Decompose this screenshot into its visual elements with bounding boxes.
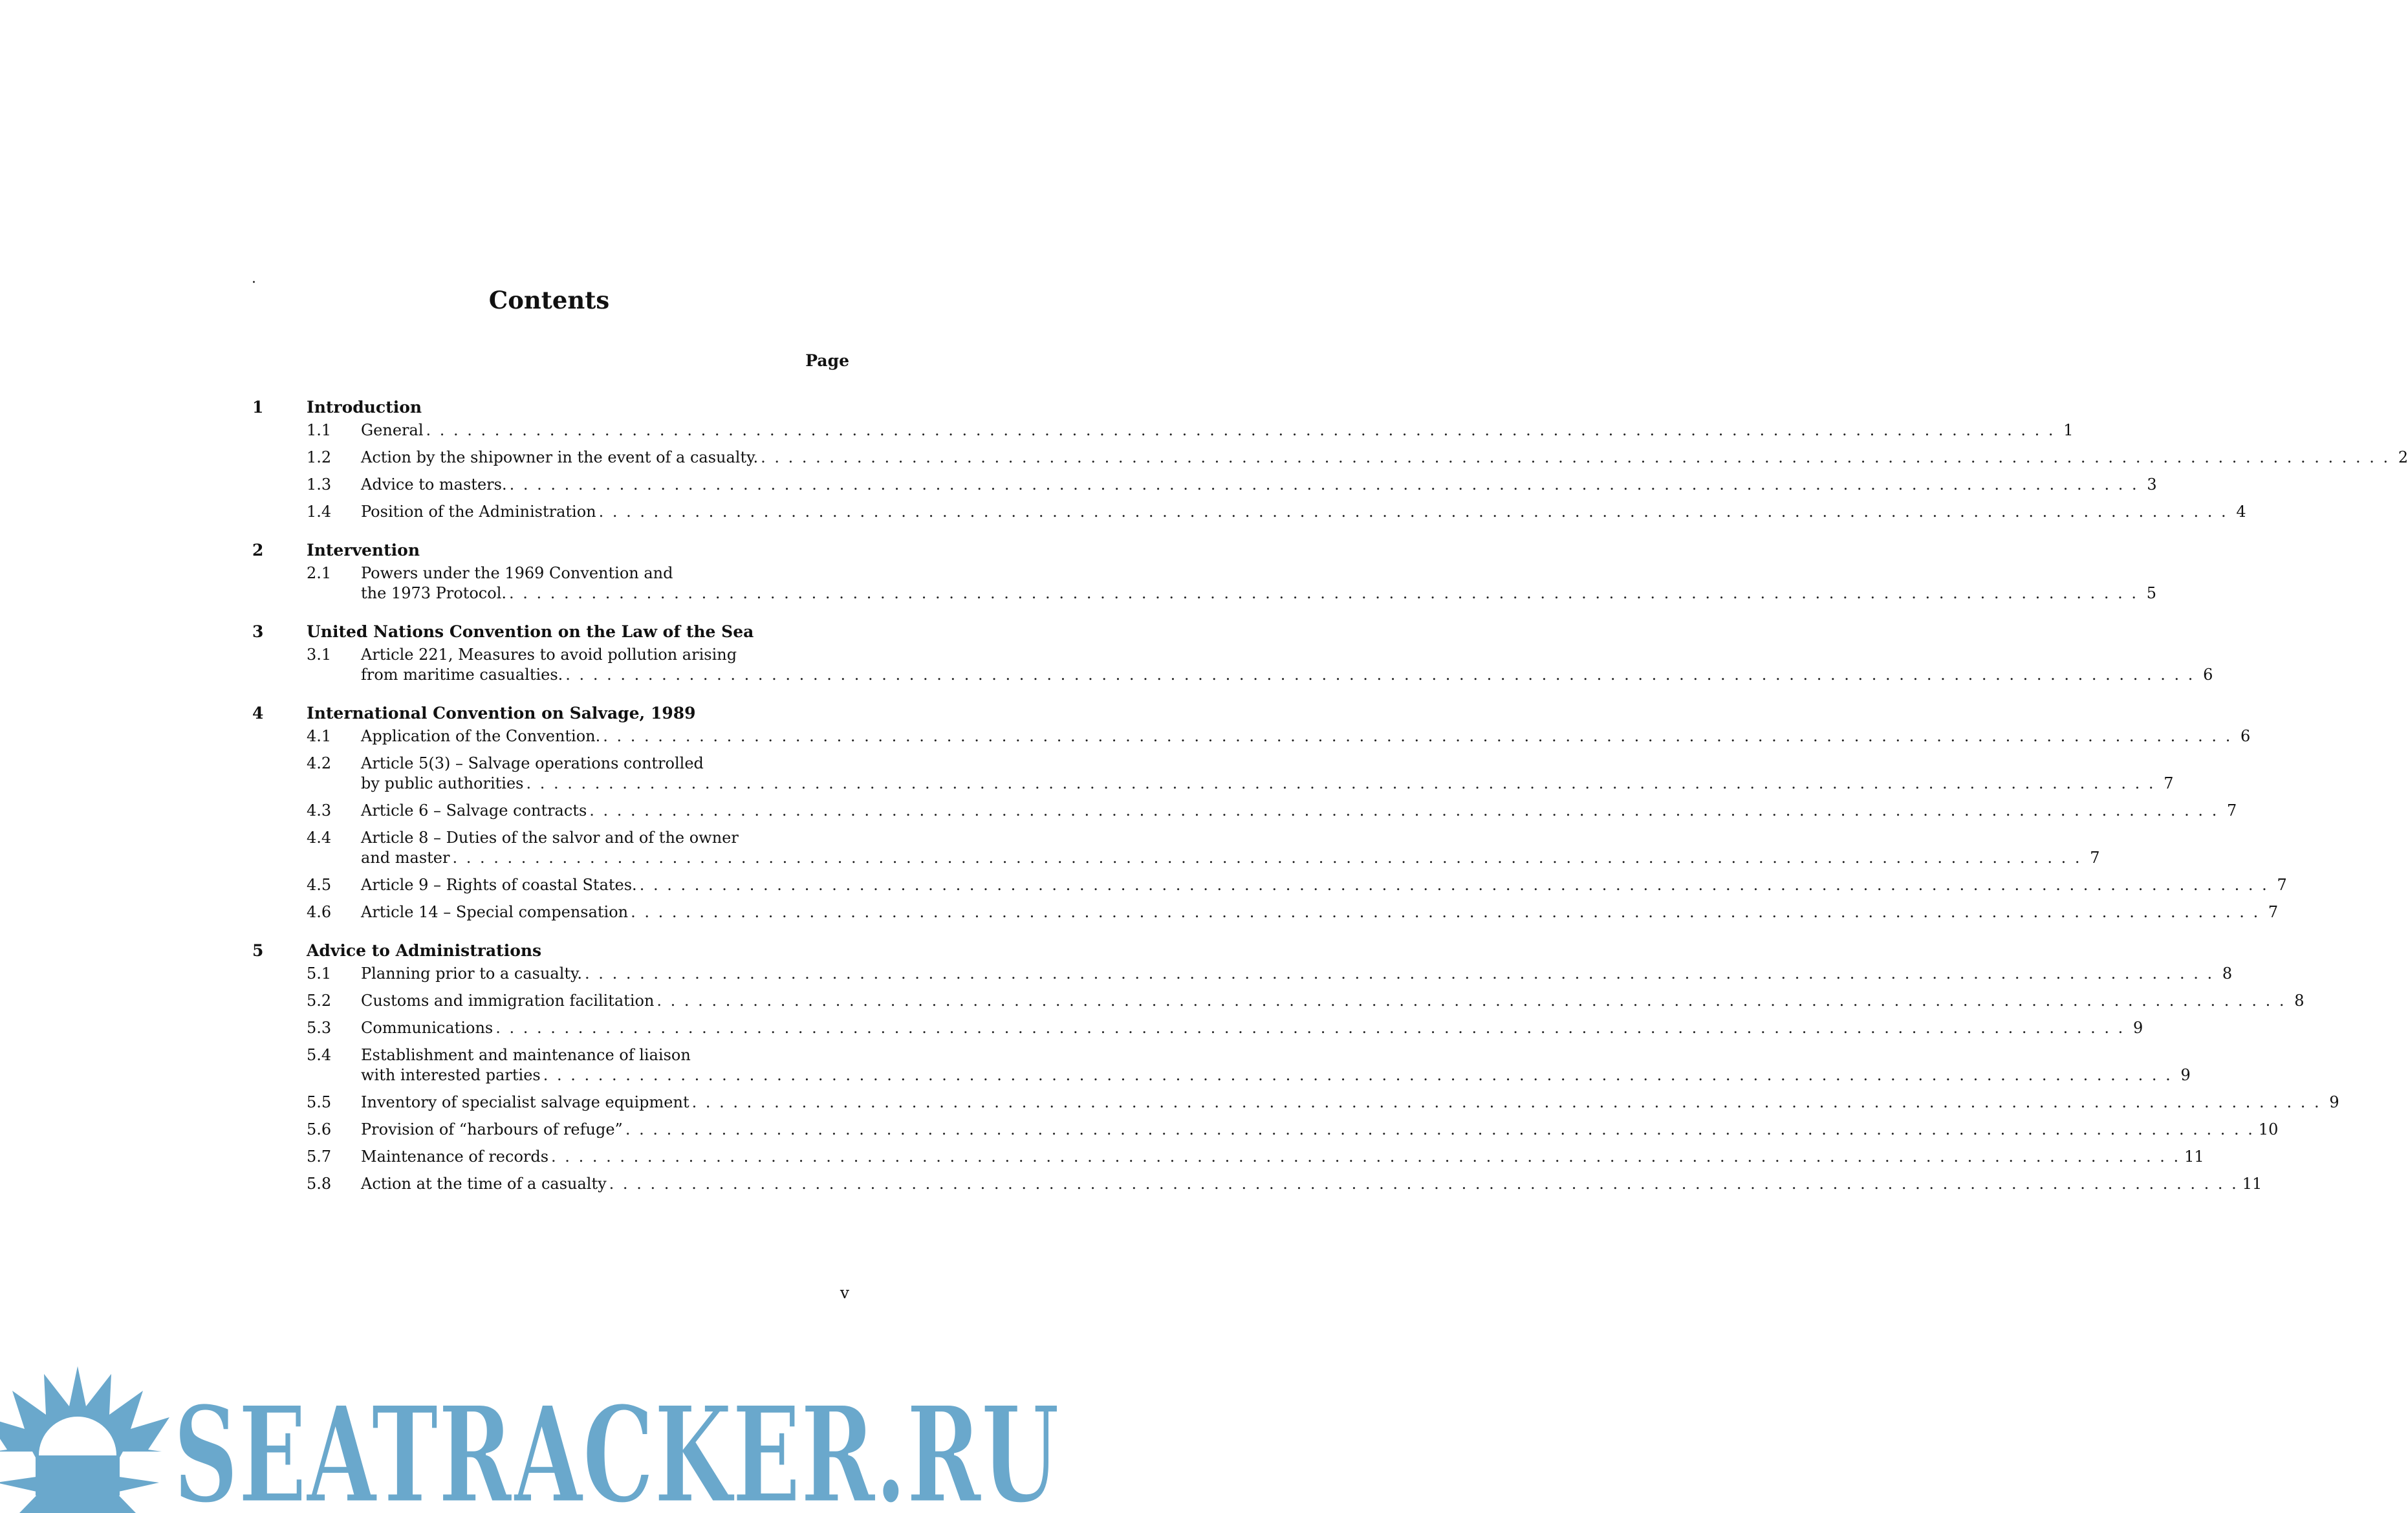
section-heading <box>252 618 849 645</box>
entry-number: 4.6 <box>307 903 332 921</box>
entry-number: 5.6 <box>307 1120 332 1138</box>
entry-title-line: from maritime casualties. <box>361 666 563 684</box>
toc-entry[interactable] <box>307 1174 2262 1194</box>
toc-entry[interactable] <box>307 828 2100 868</box>
entry-title-line: Powers under the 1969 Convention and <box>361 564 673 582</box>
stray-dot: . <box>252 270 256 287</box>
toc-section <box>252 536 2157 604</box>
entry-number: 4.1 <box>307 727 332 745</box>
entry-title-line: with interested parties <box>361 1066 541 1084</box>
toc-entry[interactable] <box>307 1093 2339 1113</box>
entry-page-number: 8 <box>2222 964 2233 983</box>
entry-title-line: by public authorities <box>361 774 524 792</box>
entry-number: 1.4 <box>307 503 332 521</box>
sun-logo-icon <box>0 1366 169 1513</box>
toc-section <box>252 393 2408 522</box>
entry-page-number: 7 <box>2277 876 2287 894</box>
toc-entry[interactable] <box>307 502 2246 522</box>
dot-leader <box>585 964 2214 984</box>
entry-title-line: Article 221, Measures to avoid pollution arising <box>361 646 737 664</box>
section-number: 5 <box>252 941 264 960</box>
entry-number: 5.8 <box>307 1175 332 1193</box>
dot-leader <box>761 448 2390 468</box>
dot-leader <box>565 665 2195 685</box>
toc-entry[interactable] <box>307 902 2279 922</box>
entry-page-number: 2 <box>2398 448 2408 466</box>
toc-section <box>252 618 2213 685</box>
section-title: Introduction <box>307 397 422 417</box>
entry-page-number: 6 <box>2203 666 2213 684</box>
toc-entry[interactable] <box>307 726 2251 746</box>
entry-title-line: General <box>361 421 424 439</box>
seatracker-watermark <box>0 1365 1070 1513</box>
dot-leader <box>603 726 2232 746</box>
entry-title-line: Article 5(3) – Salvage operations controlled <box>361 754 704 772</box>
toc-section <box>252 699 2287 922</box>
entry-number: 4.4 <box>307 829 332 847</box>
entry-title-line: Maintenance of records <box>361 1148 549 1166</box>
toc-entry[interactable] <box>307 991 2305 1011</box>
section-title: United Nations Convention on the Law of the Sea <box>307 622 754 641</box>
entry-title-line: the 1973 Protocol. <box>361 584 506 602</box>
entry-page-number: 7 <box>2227 801 2237 820</box>
entry-title-line: Advice to masters. <box>361 475 507 494</box>
entry-title-line: Communications <box>361 1019 494 1037</box>
toc-entry[interactable] <box>307 875 2287 895</box>
entry-title-line: Inventory of specialist salvage equipment <box>361 1093 689 1111</box>
dot-leader <box>625 1120 2255 1140</box>
dot-leader <box>452 848 2081 868</box>
entry-page-number: 11 <box>2184 1148 2204 1166</box>
dot-leader <box>426 420 2055 441</box>
dot-leader <box>589 801 2218 821</box>
entry-number: 5.2 <box>307 992 332 1010</box>
entry-page-number: 1 <box>2063 421 2074 439</box>
toc-entry[interactable] <box>307 1120 2279 1140</box>
entry-title-line: Customs and immigration facilitation <box>361 992 655 1010</box>
toc-section <box>252 937 2339 1194</box>
entry-page-number: 4 <box>2236 503 2246 521</box>
section-heading <box>252 393 849 420</box>
page-number: v <box>840 1283 849 1302</box>
dot-leader <box>609 1174 2239 1194</box>
entry-title-line: Article 9 – Rights of coastal States. <box>361 876 637 894</box>
entry-title-line: Article 8 – Duties of the salvor and of the owner <box>361 829 739 847</box>
entry-page-number: 7 <box>2164 774 2174 792</box>
entry-number: 3.1 <box>307 646 332 664</box>
entry-number: 5.1 <box>307 964 332 983</box>
entry-number: 5.7 <box>307 1148 332 1166</box>
entry-page-number: 11 <box>2242 1175 2262 1193</box>
dot-leader <box>692 1093 2321 1113</box>
page-title: Contents <box>488 286 610 314</box>
entry-title-line: Provision of “harbours of refuge” <box>361 1120 623 1138</box>
dot-leader <box>631 902 2260 922</box>
toc-entry[interactable] <box>307 1147 2204 1167</box>
toc-entry[interactable] <box>307 645 2213 685</box>
page-column-label: Page <box>805 351 849 370</box>
entry-title-line: Article 14 – Special compensation <box>361 903 629 921</box>
entry-page-number: 3 <box>2147 475 2157 494</box>
entry-title-line: Planning prior to a casualty. <box>361 964 583 983</box>
toc-entry[interactable] <box>307 475 2157 495</box>
entry-page-number: 9 <box>2180 1066 2191 1084</box>
entry-number: 5.3 <box>307 1019 332 1037</box>
watermark-text: SEATRACKER.RU <box>173 1378 1059 1513</box>
entry-page-number: 5 <box>2146 584 2157 602</box>
toc-entry[interactable] <box>307 1045 2191 1085</box>
entry-page-number: 9 <box>2133 1019 2143 1037</box>
toc-entry[interactable] <box>307 754 2174 794</box>
dot-leader <box>526 774 2155 794</box>
entry-title-line: Article 6 – Salvage contracts <box>361 801 587 820</box>
dot-leader <box>599 502 2228 522</box>
table-of-contents <box>252 393 2408 1208</box>
entry-page-number: 8 <box>2294 992 2305 1010</box>
entry-number: 4.5 <box>307 876 332 894</box>
section-number: 2 <box>252 540 264 560</box>
dot-leader <box>510 475 2139 495</box>
section-heading <box>252 536 849 563</box>
section-number: 3 <box>252 622 264 641</box>
toc-entry[interactable] <box>307 448 2408 468</box>
section-number: 4 <box>252 703 264 723</box>
dot-leader <box>656 991 2286 1011</box>
section-heading <box>252 937 849 964</box>
toc-entry[interactable] <box>307 420 2074 441</box>
entry-number: 5.5 <box>307 1093 332 1111</box>
entry-title-line: Position of the Administration <box>361 503 596 521</box>
entry-title-line: Establishment and maintenance of liaison <box>361 1046 691 1064</box>
dot-leader <box>495 1018 2125 1038</box>
section-heading <box>252 699 849 726</box>
entry-number: 1.3 <box>307 475 332 494</box>
entry-page-number: 7 <box>2268 903 2279 921</box>
entry-number: 4.3 <box>307 801 332 820</box>
toc-entry[interactable] <box>307 563 2157 604</box>
entry-title-line: and master <box>361 849 450 867</box>
section-number: 1 <box>252 397 264 417</box>
section-title: Intervention <box>307 540 420 560</box>
entry-title-line: Action by the shipowner in the event of a casualty. <box>361 448 759 466</box>
dot-leader <box>509 583 2138 604</box>
entry-number: 2.1 <box>307 564 332 582</box>
toc-entry[interactable] <box>307 964 2233 984</box>
entry-number: 5.4 <box>307 1046 332 1064</box>
section-title: Advice to Administrations <box>307 941 542 960</box>
entry-number: 4.2 <box>307 754 332 772</box>
entry-page-number: 9 <box>2329 1093 2339 1111</box>
section-title: International Convention on Salvage, 1989 <box>307 703 696 723</box>
entry-title-line: Application of the Convention. <box>361 727 601 745</box>
entry-page-number: 6 <box>2240 727 2251 745</box>
toc-entry[interactable] <box>307 801 2237 821</box>
dot-leader <box>551 1147 2180 1167</box>
entry-title-line: Action at the time of a casualty <box>361 1175 607 1193</box>
entry-page-number: 10 <box>2258 1120 2279 1138</box>
toc-entry[interactable] <box>307 1018 2143 1038</box>
entry-page-number: 7 <box>2090 849 2100 867</box>
entry-number: 1.2 <box>307 448 332 466</box>
entry-number: 1.1 <box>307 421 332 439</box>
dot-leader <box>543 1065 2173 1085</box>
dot-leader <box>640 875 2269 895</box>
